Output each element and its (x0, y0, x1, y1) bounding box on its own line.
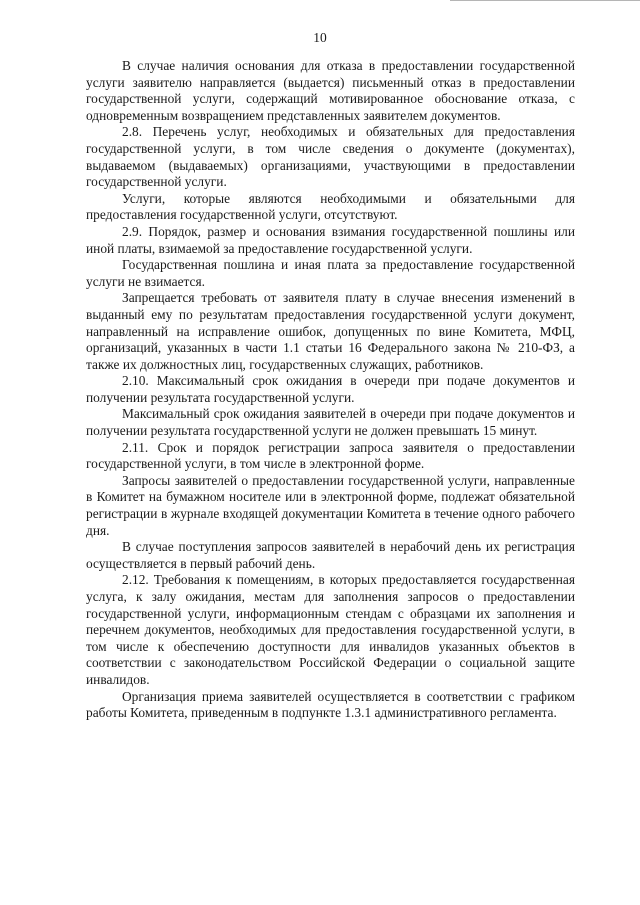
paragraph-2-9-prohibition: Запрещается требовать от заявителя плату в случае внесения изменений в выданный ему по результатам предоставления государственной услуги документ, направленный на исправление ошибок, допущенных по вине Комитета, МФЦ, организаций, указанных в части 1.1 статьи 16 Федерального закона № 210-ФЗ, а также их должностных лиц, государственных служащих, работников. (86, 290, 575, 372)
paragraph-2-10-body: Максимальный срок ожидания заявителей в очереди при подаче документов и получении результата государственной услуги не должен превышать 15 минут. (86, 406, 575, 439)
paragraph-2-11-heading: 2.11. Срок и порядок регистрации запроса заявителя о предоставлении государственной услуги, в том числе в электронной форме. (86, 439, 575, 472)
paragraph-2-11-registration: Запросы заявителей о предоставлении государственной услуги, направленные в Комитет на бумажном носителе или в электронной форме, подлежат обязательной регистрации в журнале входящей документации Комитета в течение одного рабочего дня. (86, 472, 575, 538)
paragraph-refusal-grounds: В случае наличия основания для отказа в предоставлении государственной услуги заявителю направляется (выдается) письменный отказ в предоставлении государственной услуги, содержащий мотивированное обоснование отказа, с одновременным возвращением представленных заявителем документов. (86, 58, 575, 123)
paragraph-2-9-heading: 2.9. Порядок, размер и основания взимания государственной пошлины или иной платы, взимаемой за предоставление государственной услуги. (86, 223, 575, 256)
document-body (86, 58, 575, 722)
paragraph-2-12-schedule: Организация приема заявителей осуществляется в соответствии с графиком работы Комитета, приведенным в подпункте 1.3.1 административного регламента. (86, 688, 575, 721)
paragraph-2-9-fee: Государственная пошлина и иная плата за предоставление государственной услуги не взимается. (86, 257, 575, 289)
paragraph-2-12-heading: 2.12. Требования к помещениям, в которых предоставляется государственная услуга, к залу ожидания, местам для заполнения запросов о предоставлении государственной услуги, информационным стендам с образцами их заполнения и перечнем документов, необходимых для предоставления государственной услуги, в том числе к обеспечению доступности для инвалидов указанных объектов в соответствии с законодательством Российской Федерации о социальной защите инвалидов. (86, 572, 575, 687)
paragraph-2-8-heading: 2.8. Перечень услуг, необходимых и обязательных для предоставления государственной услуги, в том числе сведения о документе (документах), выдаваемом (выдаваемых) организациями, участвующими в предоставлении государственной услуги. (86, 124, 575, 190)
page-number: 10 (313, 30, 327, 45)
paragraph-2-8-body: Услуги, которые являются необходимыми и обязательными для предоставления государственной услуги, отсутствуют. (86, 190, 575, 223)
paragraph-2-10-heading: 2.10. Максимальный срок ожидания в очереди при подаче документов и получении результата государственной услуги. (86, 373, 575, 405)
paragraph-2-11-nonworking-day: В случае поступления запросов заявителей в нерабочий день их регистрация осуществляется в первый рабочий день. (86, 539, 575, 571)
top-edge-rule (450, 0, 640, 1)
